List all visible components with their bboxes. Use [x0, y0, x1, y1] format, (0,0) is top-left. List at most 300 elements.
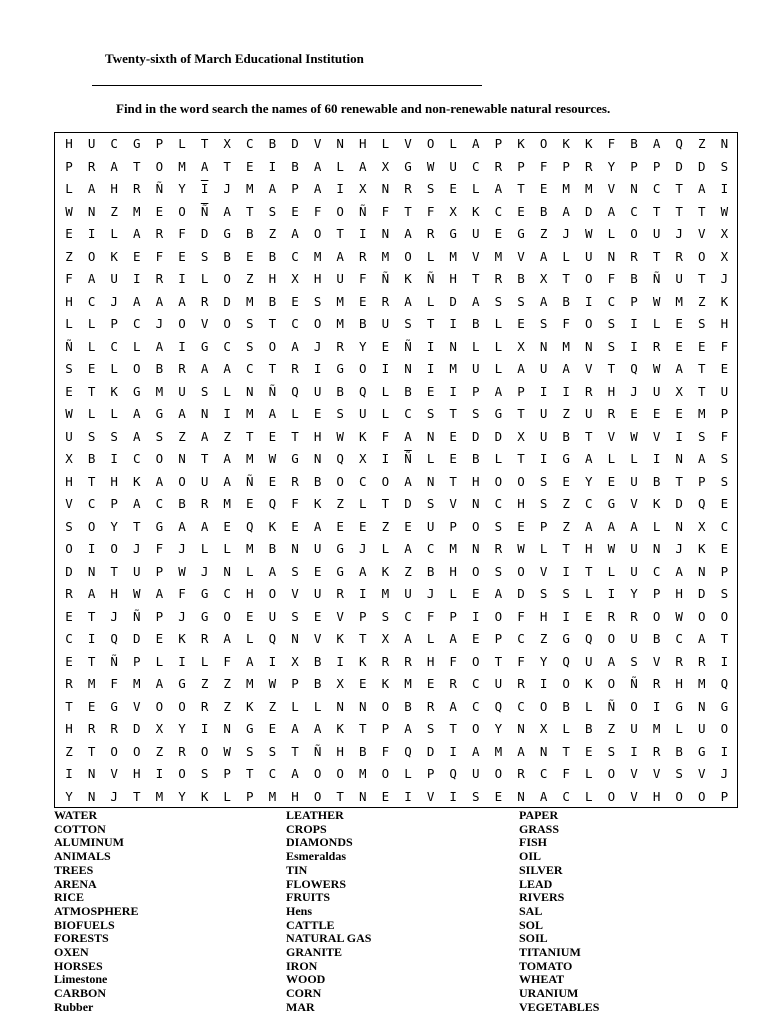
- grid-letter[interactable]: Y: [110, 518, 118, 534]
- grid-letter[interactable]: K: [200, 788, 209, 804]
- grid-letter[interactable]: E: [720, 541, 729, 556]
- grid-letter[interactable]: F: [359, 271, 367, 286]
- grid-letter[interactable]: I: [539, 451, 548, 466]
- grid-letter[interactable]: R: [200, 631, 209, 646]
- grid-letter[interactable]: L: [381, 541, 390, 556]
- grid-letter[interactable]: A: [291, 338, 299, 354]
- grid-letter[interactable]: X: [291, 271, 299, 286]
- grid-letter[interactable]: A: [359, 563, 367, 579]
- grid-letter[interactable]: T: [87, 653, 96, 669]
- grid-letter[interactable]: U: [630, 721, 638, 736]
- grid-letter[interactable]: P: [449, 518, 457, 534]
- grid-letter[interactable]: R: [449, 676, 457, 691]
- grid-letter[interactable]: L: [630, 451, 638, 466]
- grid-letter[interactable]: A: [607, 203, 616, 219]
- grid-letter[interactable]: F: [607, 271, 616, 286]
- grid-letter[interactable]: W: [652, 293, 661, 309]
- grid-letter[interactable]: E: [562, 473, 570, 489]
- grid-letter[interactable]: E: [313, 563, 322, 579]
- grid-letter[interactable]: S: [539, 316, 548, 331]
- grid-letter[interactable]: M: [494, 743, 503, 759]
- grid-letter[interactable]: O: [720, 721, 729, 736]
- grid-letter[interactable]: T: [200, 451, 209, 466]
- grid-letter[interactable]: L: [313, 698, 322, 714]
- grid-letter[interactable]: O: [313, 788, 322, 804]
- grid-letter[interactable]: Q: [585, 631, 593, 646]
- grid-letter[interactable]: M: [246, 293, 254, 309]
- grid-letter[interactable]: H: [720, 316, 729, 331]
- grid-letter[interactable]: B: [562, 698, 570, 714]
- grid-letter[interactable]: K: [585, 136, 593, 151]
- grid-letter[interactable]: A: [359, 158, 367, 174]
- grid-letter[interactable]: V: [698, 766, 706, 781]
- grid-letter[interactable]: K: [472, 203, 480, 219]
- grid-letter[interactable]: Q: [494, 698, 503, 714]
- grid-letter[interactable]: J: [223, 181, 231, 196]
- grid-letter[interactable]: L: [426, 631, 435, 646]
- grid-letter[interactable]: J: [200, 563, 209, 579]
- grid-letter[interactable]: E: [359, 293, 367, 309]
- grid-letter[interactable]: M: [698, 676, 706, 691]
- grid-letter[interactable]: G: [133, 383, 141, 399]
- grid-letter[interactable]: L: [155, 653, 164, 669]
- grid-letter[interactable]: N: [359, 698, 367, 714]
- grid-letter[interactable]: L: [223, 541, 231, 556]
- grid-letter[interactable]: E: [585, 743, 593, 759]
- grid-letter[interactable]: B: [178, 496, 186, 511]
- grid-letter[interactable]: R: [381, 293, 390, 309]
- grid-letter[interactable]: E: [449, 181, 457, 196]
- grid-letter[interactable]: K: [336, 721, 344, 736]
- grid-letter[interactable]: V: [652, 653, 661, 669]
- grid-letter[interactable]: N: [336, 136, 344, 151]
- grid-letter[interactable]: M: [223, 496, 231, 511]
- grid-letter[interactable]: S: [87, 428, 96, 444]
- grid-letter[interactable]: F: [178, 226, 186, 241]
- grid-letter[interactable]: L: [675, 721, 683, 736]
- grid-letter[interactable]: V: [426, 788, 435, 804]
- grid-letter[interactable]: H: [246, 586, 254, 601]
- grid-letter[interactable]: B: [268, 293, 277, 309]
- grid-letter[interactable]: C: [133, 451, 141, 466]
- grid-letter[interactable]: M: [381, 586, 390, 601]
- grid-letter[interactable]: K: [381, 676, 390, 691]
- grid-letter[interactable]: P: [720, 406, 729, 421]
- grid-letter[interactable]: R: [426, 698, 435, 714]
- grid-letter[interactable]: R: [87, 721, 96, 736]
- grid-letter[interactable]: L: [200, 271, 209, 286]
- grid-letter[interactable]: B: [359, 743, 367, 759]
- grid-letter[interactable]: H: [313, 428, 322, 444]
- grid-letter[interactable]: P: [381, 721, 390, 736]
- grid-letter[interactable]: O: [155, 158, 164, 174]
- grid-letter[interactable]: A: [313, 721, 322, 736]
- grid-letter[interactable]: H: [65, 721, 73, 736]
- grid-letter[interactable]: F: [562, 316, 570, 331]
- grid-letter[interactable]: A: [223, 361, 231, 376]
- grid-letter[interactable]: N: [607, 248, 616, 264]
- grid-letter[interactable]: V: [630, 766, 638, 781]
- grid-letter[interactable]: B: [223, 248, 231, 264]
- grid-letter[interactable]: F: [110, 676, 118, 691]
- grid-letter[interactable]: D: [698, 586, 706, 601]
- grid-letter[interactable]: B: [155, 361, 164, 376]
- grid-letter[interactable]: U: [313, 383, 322, 399]
- grid-letter[interactable]: T: [698, 383, 706, 399]
- grid-letter[interactable]: M: [178, 158, 186, 174]
- grid-letter[interactable]: K: [178, 631, 186, 646]
- grid-letter[interactable]: B: [652, 473, 661, 489]
- grid-letter[interactable]: I: [720, 743, 729, 759]
- grid-letter[interactable]: E: [133, 248, 141, 264]
- grid-letter[interactable]: G: [675, 698, 683, 714]
- grid-letter[interactable]: A: [698, 631, 706, 646]
- grid-letter[interactable]: H: [65, 136, 73, 151]
- grid-letter[interactable]: V: [65, 496, 73, 511]
- grid-letter[interactable]: I: [381, 361, 390, 376]
- grid-letter[interactable]: J: [110, 608, 118, 624]
- grid-letter[interactable]: Ñ: [133, 608, 141, 624]
- grid-letter[interactable]: R: [652, 338, 661, 354]
- grid-letter[interactable]: D: [291, 136, 299, 151]
- grid-letter[interactable]: O: [359, 361, 367, 376]
- grid-letter[interactable]: P: [110, 316, 118, 331]
- grid-letter[interactable]: X: [359, 451, 367, 466]
- grid-letter[interactable]: H: [110, 473, 118, 489]
- grid-letter[interactable]: T: [494, 653, 503, 669]
- grid-letter[interactable]: M: [381, 248, 390, 264]
- grid-letter[interactable]: P: [494, 136, 503, 151]
- grid-letter[interactable]: E: [630, 406, 638, 421]
- grid-letter[interactable]: E: [698, 338, 706, 354]
- grid-letter[interactable]: F: [562, 766, 570, 781]
- grid-letter[interactable]: K: [562, 136, 570, 151]
- grid-letter[interactable]: L: [449, 136, 457, 151]
- grid-letter[interactable]: T: [268, 316, 277, 331]
- grid-letter[interactable]: I: [87, 541, 96, 556]
- grid-letter[interactable]: R: [494, 158, 503, 174]
- grid-letter[interactable]: C: [494, 203, 503, 219]
- grid-letter[interactable]: S: [494, 563, 503, 579]
- grid-letter[interactable]: O: [133, 743, 141, 759]
- grid-letter[interactable]: U: [200, 473, 209, 489]
- grid-letter[interactable]: A: [223, 473, 231, 489]
- grid-letter[interactable]: Q: [268, 631, 277, 646]
- grid-letter[interactable]: L: [65, 181, 73, 196]
- grid-letter[interactable]: M: [246, 676, 254, 691]
- grid-letter[interactable]: L: [494, 451, 503, 466]
- grid-letter[interactable]: I: [539, 383, 548, 399]
- grid-letter[interactable]: U: [133, 563, 141, 579]
- grid-letter[interactable]: P: [359, 608, 367, 624]
- grid-letter[interactable]: P: [720, 563, 729, 579]
- grid-letter[interactable]: N: [87, 203, 96, 219]
- grid-letter[interactable]: L: [133, 338, 141, 354]
- grid-letter[interactable]: X: [539, 721, 548, 736]
- grid-letter[interactable]: S: [336, 406, 344, 421]
- grid-letter[interactable]: Z: [223, 428, 231, 444]
- grid-letter[interactable]: A: [675, 361, 683, 376]
- grid-letter[interactable]: H: [585, 541, 593, 556]
- grid-letter[interactable]: O: [268, 586, 277, 601]
- grid-letter[interactable]: O: [675, 788, 683, 804]
- grid-letter[interactable]: E: [223, 518, 231, 534]
- grid-letter[interactable]: V: [313, 631, 322, 646]
- grid-letter[interactable]: R: [200, 293, 209, 309]
- grid-letter[interactable]: S: [494, 518, 503, 534]
- grid-letter[interactable]: H: [675, 586, 683, 601]
- grid-letter[interactable]: U: [381, 316, 390, 331]
- grid-letter[interactable]: I: [449, 743, 457, 759]
- grid-letter[interactable]: L: [246, 631, 254, 646]
- grid-letter[interactable]: C: [359, 473, 367, 489]
- grid-letter[interactable]: H: [110, 586, 118, 601]
- grid-letter[interactable]: P: [539, 518, 548, 534]
- grid-letter[interactable]: R: [585, 383, 593, 399]
- grid-letter[interactable]: Y: [178, 788, 186, 804]
- grid-letter[interactable]: A: [268, 181, 277, 196]
- grid-letter[interactable]: H: [133, 766, 141, 781]
- grid-letter[interactable]: U: [630, 563, 638, 579]
- grid-letter[interactable]: N: [291, 631, 299, 646]
- grid-letter[interactable]: Z: [539, 226, 548, 241]
- grid-letter[interactable]: H: [426, 653, 435, 669]
- grid-letter[interactable]: Y: [607, 158, 616, 174]
- grid-letter[interactable]: G: [110, 698, 118, 714]
- grid-letter[interactable]: R: [404, 181, 412, 196]
- grid-letter[interactable]: O: [517, 563, 525, 579]
- grid-letter[interactable]: U: [313, 586, 322, 601]
- grid-letter[interactable]: L: [336, 158, 344, 174]
- grid-letter[interactable]: T: [517, 451, 525, 466]
- grid-letter[interactable]: W: [585, 226, 593, 241]
- grid-letter[interactable]: B: [313, 653, 322, 669]
- grid-letter[interactable]: B: [246, 226, 254, 241]
- grid-letter[interactable]: H: [652, 788, 661, 804]
- grid-letter[interactable]: B: [313, 676, 322, 691]
- grid-letter[interactable]: U: [110, 271, 118, 286]
- grid-letter[interactable]: A: [585, 518, 593, 534]
- grid-letter[interactable]: X: [381, 158, 390, 174]
- grid-letter[interactable]: I: [313, 361, 322, 376]
- grid-letter[interactable]: I: [630, 338, 638, 354]
- grid-letter[interactable]: N: [178, 451, 186, 466]
- grid-letter[interactable]: R: [652, 676, 661, 691]
- grid-letter[interactable]: C: [291, 248, 299, 264]
- grid-letter[interactable]: A: [404, 721, 412, 736]
- grid-letter[interactable]: W: [133, 586, 141, 601]
- grid-letter[interactable]: E: [675, 406, 683, 421]
- grid-letter[interactable]: L: [110, 226, 118, 241]
- grid-letter[interactable]: T: [246, 428, 254, 444]
- grid-letter[interactable]: E: [517, 316, 525, 331]
- grid-letter[interactable]: I: [630, 316, 638, 331]
- grid-letter[interactable]: M: [133, 203, 141, 219]
- grid-letter[interactable]: W: [268, 451, 277, 466]
- grid-letter[interactable]: A: [313, 518, 322, 534]
- grid-letter[interactable]: C: [607, 293, 616, 309]
- grid-letter[interactable]: M: [246, 181, 254, 196]
- grid-letter[interactable]: G: [200, 608, 209, 624]
- grid-letter[interactable]: J: [426, 586, 435, 601]
- grid-letter[interactable]: A: [404, 541, 412, 556]
- grid-letter[interactable]: T: [291, 743, 299, 759]
- grid-letter[interactable]: D: [133, 631, 141, 646]
- grid-letter[interactable]: E: [675, 316, 683, 331]
- grid-letter[interactable]: J: [313, 338, 322, 354]
- grid-letter[interactable]: T: [133, 158, 141, 174]
- grid-letter[interactable]: A: [155, 676, 164, 691]
- grid-letter[interactable]: I: [110, 451, 118, 466]
- grid-letter[interactable]: V: [313, 136, 322, 151]
- grid-letter[interactable]: L: [426, 293, 435, 309]
- grid-letter[interactable]: S: [426, 496, 435, 511]
- grid-letter[interactable]: E: [720, 361, 729, 376]
- grid-letter[interactable]: O: [607, 676, 616, 691]
- grid-letter[interactable]: A: [494, 383, 503, 399]
- grid-letter[interactable]: N: [539, 743, 548, 759]
- grid-letter[interactable]: K: [110, 383, 118, 399]
- grid-letter[interactable]: O: [539, 136, 548, 151]
- grid-letter[interactable]: Ñ: [110, 653, 118, 669]
- grid-letter[interactable]: C: [87, 496, 96, 511]
- grid-letter[interactable]: N: [246, 383, 254, 399]
- grid-letter[interactable]: K: [110, 248, 118, 264]
- grid-letter[interactable]: S: [720, 473, 729, 489]
- grid-letter[interactable]: H: [359, 136, 367, 151]
- grid-letter[interactable]: C: [155, 496, 164, 511]
- grid-letter[interactable]: Ñ: [155, 181, 164, 196]
- grid-letter[interactable]: S: [155, 428, 164, 444]
- grid-letter[interactable]: G: [404, 158, 412, 174]
- grid-letter[interactable]: S: [607, 316, 616, 331]
- grid-letter[interactable]: T: [562, 743, 570, 759]
- grid-letter[interactable]: A: [336, 248, 344, 264]
- grid-letter[interactable]: S: [698, 316, 706, 331]
- grid-letter[interactable]: F: [426, 203, 435, 219]
- grid-letter[interactable]: C: [223, 586, 231, 601]
- grid-letter[interactable]: S: [517, 293, 525, 309]
- grid-letter[interactable]: T: [359, 721, 367, 736]
- grid-letter[interactable]: M: [404, 676, 412, 691]
- grid-letter[interactable]: S: [720, 586, 729, 601]
- grid-letter[interactable]: K: [652, 496, 661, 511]
- grid-letter[interactable]: A: [562, 361, 570, 376]
- grid-letter[interactable]: V: [336, 608, 344, 624]
- grid-letter[interactable]: N: [698, 698, 706, 714]
- grid-letter[interactable]: $\overline{I}$: [200, 181, 209, 196]
- grid-letter[interactable]: C: [291, 316, 299, 331]
- grid-letter[interactable]: I: [359, 226, 367, 241]
- grid-letter[interactable]: $\overline{Ñ}$: [200, 203, 209, 219]
- grid-letter[interactable]: V: [291, 586, 299, 601]
- grid-letter[interactable]: L: [359, 496, 367, 511]
- grid-letter[interactable]: I: [652, 451, 661, 466]
- grid-letter[interactable]: R: [585, 158, 593, 174]
- grid-letter[interactable]: B: [404, 383, 412, 399]
- grid-letter[interactable]: L: [404, 766, 412, 781]
- grid-letter[interactable]: L: [607, 563, 616, 579]
- grid-letter[interactable]: A: [449, 698, 457, 714]
- grid-letter[interactable]: L: [472, 338, 480, 354]
- grid-letter[interactable]: F: [178, 586, 186, 601]
- grid-letter[interactable]: M: [449, 541, 457, 556]
- grid-letter[interactable]: O: [720, 608, 729, 624]
- grid-letter[interactable]: X: [698, 518, 706, 534]
- grid-letter[interactable]: A: [494, 181, 503, 196]
- grid-letter[interactable]: I: [562, 608, 570, 624]
- grid-letter[interactable]: B: [630, 271, 638, 286]
- grid-letter[interactable]: P: [652, 158, 661, 174]
- grid-letter[interactable]: V: [607, 428, 616, 444]
- grid-letter[interactable]: N: [630, 181, 638, 196]
- grid-letter[interactable]: T: [698, 203, 706, 219]
- grid-letter[interactable]: R: [65, 586, 73, 601]
- grid-letter[interactable]: N: [313, 451, 322, 466]
- grid-letter[interactable]: T: [675, 473, 683, 489]
- grid-letter[interactable]: J: [133, 541, 141, 556]
- grid-letter[interactable]: M: [449, 248, 457, 264]
- grid-letter[interactable]: T: [404, 203, 412, 219]
- grid-letter[interactable]: E: [291, 203, 299, 219]
- grid-letter[interactable]: B: [630, 136, 638, 151]
- grid-letter[interactable]: O: [268, 338, 277, 354]
- grid-letter[interactable]: Y: [65, 788, 73, 804]
- grid-letter[interactable]: U: [698, 721, 706, 736]
- grid-letter[interactable]: L: [223, 383, 231, 399]
- grid-letter[interactable]: C: [585, 496, 593, 511]
- grid-letter[interactable]: X: [539, 271, 548, 286]
- grid-letter[interactable]: G: [698, 743, 706, 759]
- grid-letter[interactable]: H: [65, 473, 73, 489]
- grid-letter[interactable]: U: [449, 158, 457, 174]
- grid-letter[interactable]: G: [200, 586, 209, 601]
- grid-letter[interactable]: T: [585, 563, 593, 579]
- grid-letter[interactable]: E: [246, 608, 254, 624]
- grid-letter[interactable]: A: [404, 428, 412, 444]
- grid-letter[interactable]: S: [562, 586, 570, 601]
- grid-letter[interactable]: R: [336, 338, 344, 354]
- grid-letter[interactable]: E: [449, 428, 457, 444]
- grid-letter[interactable]: X: [155, 721, 164, 736]
- grid-letter[interactable]: I: [562, 383, 570, 399]
- grid-letter[interactable]: N: [200, 406, 209, 421]
- grid-letter[interactable]: L: [449, 586, 457, 601]
- grid-letter[interactable]: A: [607, 518, 616, 534]
- grid-letter[interactable]: T: [87, 383, 96, 399]
- grid-letter[interactable]: R: [607, 406, 616, 421]
- grid-letter[interactable]: P: [472, 383, 480, 399]
- grid-letter[interactable]: N: [381, 181, 390, 196]
- grid-letter[interactable]: L: [562, 721, 570, 736]
- grid-letter[interactable]: K: [359, 653, 367, 669]
- grid-letter[interactable]: V: [449, 496, 457, 511]
- grid-letter[interactable]: I: [539, 676, 548, 691]
- grid-letter[interactable]: Ñ: [630, 676, 638, 691]
- grid-letter[interactable]: S: [539, 473, 548, 489]
- grid-letter[interactable]: S: [720, 451, 729, 466]
- grid-letter[interactable]: C: [268, 766, 277, 781]
- grid-letter[interactable]: P: [155, 136, 164, 151]
- grid-letter[interactable]: A: [133, 226, 141, 241]
- grid-letter[interactable]: P: [562, 158, 570, 174]
- grid-letter[interactable]: A: [178, 518, 186, 534]
- grid-letter[interactable]: E: [291, 293, 299, 309]
- grid-letter[interactable]: Q: [698, 496, 706, 511]
- grid-letter[interactable]: S: [200, 766, 209, 781]
- grid-letter[interactable]: E: [246, 496, 254, 511]
- grid-letter[interactable]: P: [291, 181, 299, 196]
